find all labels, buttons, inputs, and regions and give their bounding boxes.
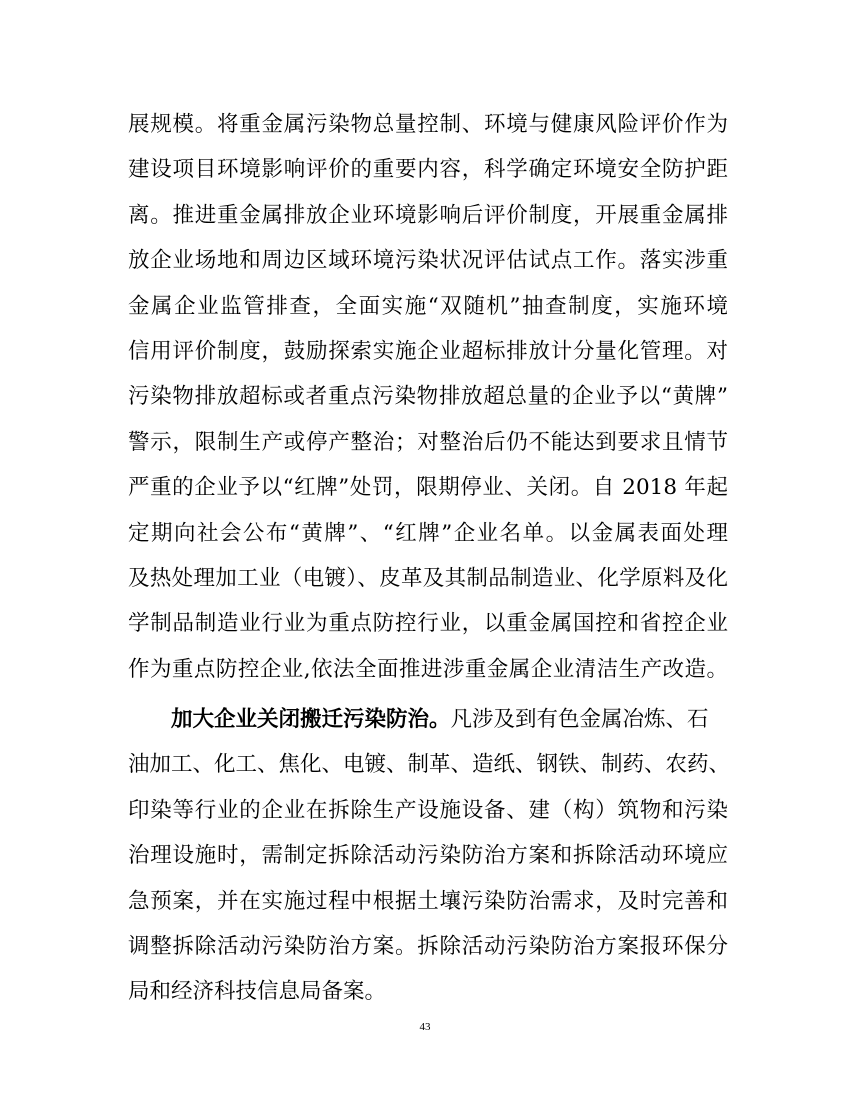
text-line: 展规模。将重金属污染物总量控制、环境与健康风险评价作为 (128, 112, 728, 137)
text-line-last: 局和经济科技信息局备案。 (128, 979, 387, 1005)
text-line: 及热处理加工业（电镀）、皮革及其制品制造业、化学原料及化 (128, 565, 728, 591)
body-text (128, 102, 731, 1015)
text-line: 警示，限制生产或停产整治；对整治后仍不能达到要求且情节 (128, 429, 728, 455)
paragraph-2 (128, 697, 731, 1015)
text-line: 金属企业监管排查，全面实施“双随机”抽查制度，实施环境 (128, 293, 728, 319)
text-line: 严重的企业予以“红牌”处罚，限期停业、关闭。自 2018 年起 (128, 475, 728, 501)
text-line: 学制品制造业行业为重点防控行业，以重金属国控和省控企业 (128, 611, 728, 637)
text-line: 定期向社会公布“黄牌”、“红牌”企业名单。以金属表面处理 (128, 520, 728, 546)
text-line: 信用评价制度，鼓励探索实施企业超标排放计分量化管理。对 (128, 338, 728, 364)
text-line: 污染物排放超标或者重点污染物排放超总量的企业予以“黄牌” (128, 384, 728, 410)
paragraph-heading: 加大企业关闭搬迁污染防治。 (171, 707, 451, 733)
text-line: 调整拆除活动污染防治方案。拆除活动污染防治方案报环保分 (128, 934, 728, 960)
text-line: 急预案，并在实施过程中根据土壤污染防治需求，及时完善和 (128, 888, 728, 914)
paragraph-1 (128, 102, 728, 692)
text-line: 离。推进重金属排放企业环境影响后评价制度，开展重金属排 (128, 202, 728, 228)
text-line: 治理设施时，需制定拆除活动污染防治方案和拆除活动环境应 (128, 843, 728, 869)
heading-continuation: 凡涉及到有色金属冶炼、石 (450, 707, 709, 733)
page-number: 43 (419, 1021, 431, 1033)
text-line-first (128, 697, 728, 742)
text-line: 作为重点防控企业,依法全面推进涉重金属企业清洁生产改造。 (128, 656, 728, 682)
text-line: 放企业场地和周边区域环境污染状况评估试点工作。落实涉重 (128, 248, 728, 274)
text-line: 建设项目环境影响评价的重要内容，科学确定环境安全防护距 (128, 157, 728, 183)
text-line: 印染等行业的企业在拆除生产设施设备、建（构）筑物和污染 (128, 797, 728, 823)
text-line: 油加工、化工、焦化、电镀、制革、造纸、钢铁、制药、农药、 (128, 752, 731, 778)
